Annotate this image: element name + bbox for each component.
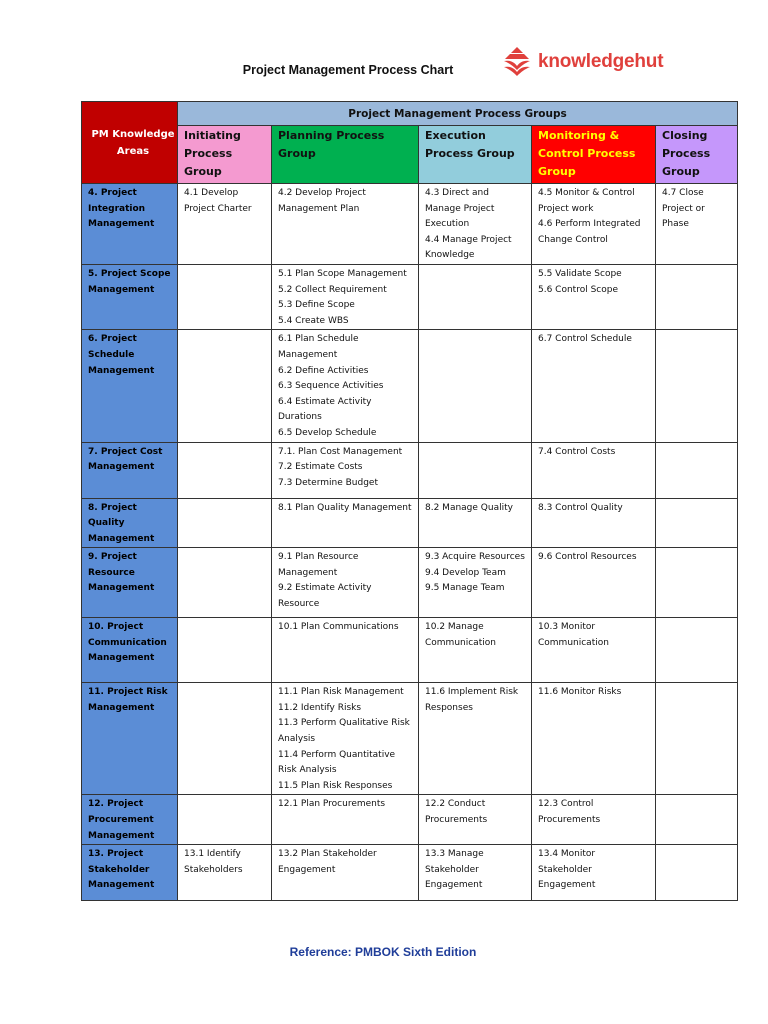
- process-cell: [656, 498, 738, 548]
- process-item: 5.6 Control Scope: [538, 284, 618, 295]
- process-item: 7.2 Estimate Costs: [278, 462, 363, 473]
- process-cell: [178, 548, 272, 618]
- knowledgehut-logo: [502, 46, 663, 78]
- group-header-closing: Closing Process Group: [656, 126, 738, 184]
- table-row: [82, 442, 738, 498]
- process-item: 8.2 Manage Quality: [425, 502, 513, 513]
- process-item: 10.3 Monitor Communication: [538, 622, 609, 648]
- knowledge-area-label: 4. Project Integration Management: [88, 188, 155, 230]
- process-cell: [272, 795, 419, 845]
- process-item: 5.5 Validate Scope: [538, 268, 622, 279]
- knowledge-area-label: 7. Project Cost Management: [88, 446, 163, 473]
- process-cell: [656, 845, 738, 901]
- process-item: 5.3 Define Scope: [278, 300, 355, 311]
- knowledge-area-label: 11. Project Risk Management: [88, 687, 168, 713]
- process-item: 13.4 Monitor Stakeholder Engagement: [538, 849, 596, 891]
- process-cell: [272, 330, 419, 442]
- process-cell: [419, 498, 532, 548]
- knowledge-area-label: 5. Project Scope Management: [88, 268, 171, 295]
- table-row: [82, 618, 738, 683]
- process-item: 8.1 Plan Quality Management: [278, 502, 412, 513]
- process-item: 4.2 Develop Project Management Plan: [278, 188, 366, 214]
- process-item: 13.1 Identify Stakeholders: [184, 849, 243, 875]
- process-cell: [532, 442, 656, 498]
- process-item: 6.3 Sequence Activities: [278, 381, 384, 392]
- process-item: 9.2 Estimate Activity Resource: [278, 583, 372, 610]
- process-cell: [656, 264, 738, 329]
- group-header-execution: Execution Process Group: [419, 126, 532, 184]
- process-item: 11.6 Monitor Risks: [538, 687, 622, 698]
- process-cell: [532, 498, 656, 548]
- process-item: 11.4 Perform Quantitative Risk Analysis: [278, 749, 396, 776]
- knowledgehut-logo-icon: [502, 46, 532, 78]
- process-item: 4.6 Perform Integrated Change Control: [538, 219, 641, 245]
- process-cell: [532, 683, 656, 795]
- process-item: 4.7 Close Project or Phase: [662, 188, 705, 230]
- process-item: 6.5 Develop Schedule: [278, 427, 377, 438]
- process-item: 13.3 Manage Stakeholder Engagement: [425, 849, 484, 891]
- process-cell: [178, 795, 272, 845]
- knowledge-area-cell: [82, 264, 178, 329]
- knowledge-area-label: 13. Project Stakeholder Management: [88, 849, 155, 891]
- knowledge-area-cell: [82, 184, 178, 265]
- knowledge-area-cell: [82, 795, 178, 845]
- process-cell: [178, 683, 272, 795]
- process-cell: [419, 845, 532, 901]
- process-cell: [532, 548, 656, 618]
- table-row: [82, 845, 738, 901]
- process-cell: [656, 618, 738, 683]
- process-cell: [419, 618, 532, 683]
- process-item: 6.1 Plan Schedule Management: [278, 334, 359, 360]
- table-row: [82, 498, 738, 548]
- process-cell: [272, 548, 419, 618]
- table-row: [82, 184, 738, 265]
- table-row: [82, 330, 738, 442]
- process-item: 10.2 Manage Communication: [425, 622, 496, 648]
- process-item: 9.1 Plan Resource Management: [278, 552, 359, 578]
- knowledge-area-cell: [82, 498, 178, 548]
- process-cell: [656, 442, 738, 498]
- process-cell: [272, 618, 419, 683]
- knowledge-area-label: 12. Project Procurement Management: [88, 799, 155, 841]
- process-item: 6.4 Estimate Activity Durations: [278, 396, 372, 423]
- process-cell: [272, 683, 419, 795]
- process-cell: [656, 184, 738, 265]
- process-cell: [178, 184, 272, 265]
- process-item: 11.2 Identify Risks: [278, 702, 362, 713]
- process-item: 12.3 Control Procurements: [538, 799, 601, 826]
- group-header-monitoring: Monitoring & Control Process Group: [532, 126, 656, 184]
- process-item: 5.4 Create WBS: [278, 315, 349, 326]
- process-item: 7.1. Plan Cost Management: [278, 446, 403, 457]
- process-item: 6.2 Define Activities: [278, 365, 369, 376]
- knowledge-areas-header: PM Knowledge Areas: [82, 102, 178, 184]
- process-item: 6.7 Control Schedule: [538, 334, 632, 345]
- knowledge-area-cell: [82, 442, 178, 498]
- process-chart-table: [81, 101, 738, 901]
- process-cell: [419, 330, 532, 442]
- knowledge-area-label: 8. Project Quality Management: [88, 502, 155, 544]
- process-item: 4.3 Direct and Manage Project Execution: [425, 188, 495, 230]
- process-chart-body: [82, 184, 738, 901]
- process-item: 4.5 Monitor & Control Project work: [538, 188, 635, 214]
- knowledge-area-cell: [82, 548, 178, 618]
- process-item: 4.1 Develop Project Charter: [184, 188, 252, 214]
- knowledge-area-label: 10. Project Communication Management: [88, 622, 167, 664]
- process-item: 11.3 Perform Qualitative Risk Analysis: [278, 718, 410, 745]
- table-row: [82, 683, 738, 795]
- process-cell: [178, 845, 272, 901]
- process-item: 7.4 Control Costs: [538, 446, 616, 457]
- process-item: 9.3 Acquire Resources: [425, 552, 525, 563]
- process-cell: [656, 330, 738, 442]
- process-item: 4.4 Manage Project Knowledge: [425, 234, 512, 261]
- process-item: 7.3 Determine Budget: [278, 477, 378, 488]
- table-row: [82, 795, 738, 845]
- group-header-initiating: Initiating Process Group: [178, 126, 272, 184]
- process-item: 12.2 Conduct Procurements: [425, 799, 488, 826]
- process-item: 13.2 Plan Stakeholder Engagement: [278, 849, 377, 875]
- knowledge-area-cell: [82, 845, 178, 901]
- process-cell: [532, 845, 656, 901]
- knowledge-area-cell: [82, 683, 178, 795]
- process-cell: [272, 845, 419, 901]
- knowledge-area-cell: [82, 330, 178, 442]
- process-cell: [178, 330, 272, 442]
- reference-note: Reference: PMBOK Sixth Edition: [289, 945, 477, 959]
- process-cell: [178, 264, 272, 329]
- process-cell: [532, 795, 656, 845]
- process-cell: [656, 683, 738, 795]
- page-title: Project Management Process Chart: [242, 63, 454, 77]
- process-cell: [178, 618, 272, 683]
- process-cell: [178, 498, 272, 548]
- process-cell: [656, 795, 738, 845]
- process-cell: [419, 795, 532, 845]
- process-item: 10.1 Plan Communications: [278, 622, 399, 633]
- knowledge-area-cell: [82, 618, 178, 683]
- process-item: 8.3 Control Quality: [538, 502, 623, 513]
- process-cell: [272, 184, 419, 265]
- process-cell: [419, 264, 532, 329]
- process-item: 11.6 Implement Risk Responses: [425, 687, 519, 713]
- process-cell: [272, 264, 419, 329]
- process-cell: [532, 264, 656, 329]
- logo-wordmark: knowledgehut: [538, 51, 664, 72]
- process-item: 9.5 Manage Team: [425, 583, 505, 594]
- process-item: 11.5 Plan Risk Responses: [278, 780, 393, 791]
- process-item: 9.4 Develop Team: [425, 567, 506, 578]
- process-cell: [178, 442, 272, 498]
- knowledge-area-label: 6. Project Schedule Management: [88, 334, 155, 376]
- knowledge-area-label: 9. Project Resource Management: [88, 552, 155, 594]
- process-item: 5.2 Collect Requirement: [278, 284, 387, 295]
- process-cell: [532, 618, 656, 683]
- process-cell: [419, 184, 532, 265]
- process-cell: [419, 442, 532, 498]
- process-cell: [419, 683, 532, 795]
- process-cell: [532, 330, 656, 442]
- process-item: 11.1 Plan Risk Management: [278, 687, 404, 698]
- process-cell: [656, 548, 738, 618]
- table-row: [82, 264, 738, 329]
- process-cell: [272, 498, 419, 548]
- table-row: [82, 548, 738, 618]
- process-item: 9.6 Control Resources: [538, 552, 637, 563]
- process-cell: [419, 548, 532, 618]
- process-cell: [532, 184, 656, 265]
- group-header-planning: Planning Process Group: [272, 126, 419, 184]
- process-cell: [272, 442, 419, 498]
- process-item: 5.1 Plan Scope Management: [278, 268, 407, 279]
- process-groups-header: Project Management Process Groups: [178, 102, 738, 126]
- process-item: 12.1 Plan Procurements: [278, 799, 386, 810]
